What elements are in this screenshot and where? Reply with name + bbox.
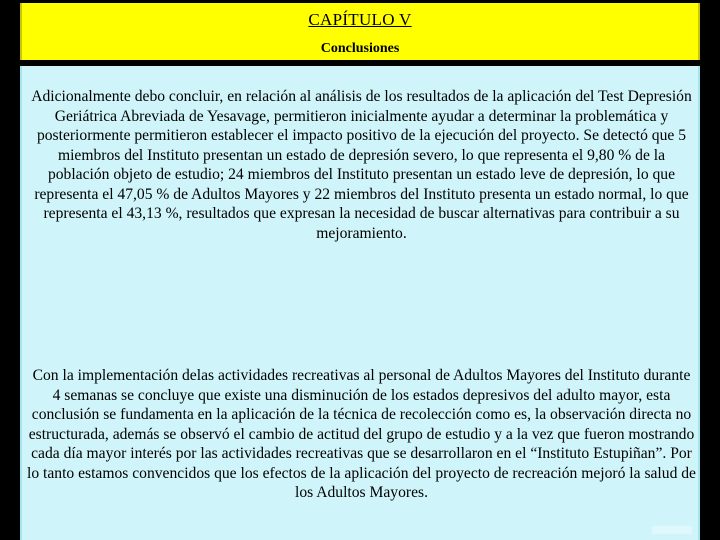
faint-watermark xyxy=(652,526,692,534)
conclusion-paragraph-2: Con la implementación delas actividades recreativas al personal de Adultos Mayores del Instituto durante 4 semanas se concluye que existe una disminución de los estados depresivos del adulto mayor, esta conclusión se fundamenta en la aplicación de la técnica de recolección como es, la observación directa no estructurada, además se observó el cambio de actitud del grupo de estudio y a la vez que fueron mostrando cada día mayor interés por las actividades recreativas que se desarrollaron en el “Instituto Estupiñan”. Por lo tanto estamos convencidos que los efectos de la aplicación del proyecto de recreación mejoró la salud de los Adultos Mayores. xyxy=(27,367,696,501)
conclusions-body xyxy=(20,66,700,540)
conclusion-paragraph-1: Adicionalmente debo concluir, en relación al análisis de los resultados de la aplicación del Test Depresión Geriátrica Abreviada de Yesavage, permitieron inicialmente ayudar a determinar la problemática y posteriormente permitieron establecer el impacto positivo de la ejecución del proyecto. Se detectó que 5 miembros del Instituto presentan un estado de depresión severo, lo que representa el 9,80 % de la población objeto de estudio; 24 miembros del Instituto presentan un estado leve de depresión, lo que representa el 47,05 % de Adultos Mayores y 22 miembros del Instituto presenta un estado normal, lo que representa el 43,13 %, resultados que expresan la necesidad de buscar alternativas para contribuir a su mejoramiento. xyxy=(31,88,692,242)
title-banner xyxy=(20,3,700,60)
section-subtitle: Conclusiones xyxy=(320,41,400,56)
chapter-title: CAPÍTULO V xyxy=(308,10,412,29)
